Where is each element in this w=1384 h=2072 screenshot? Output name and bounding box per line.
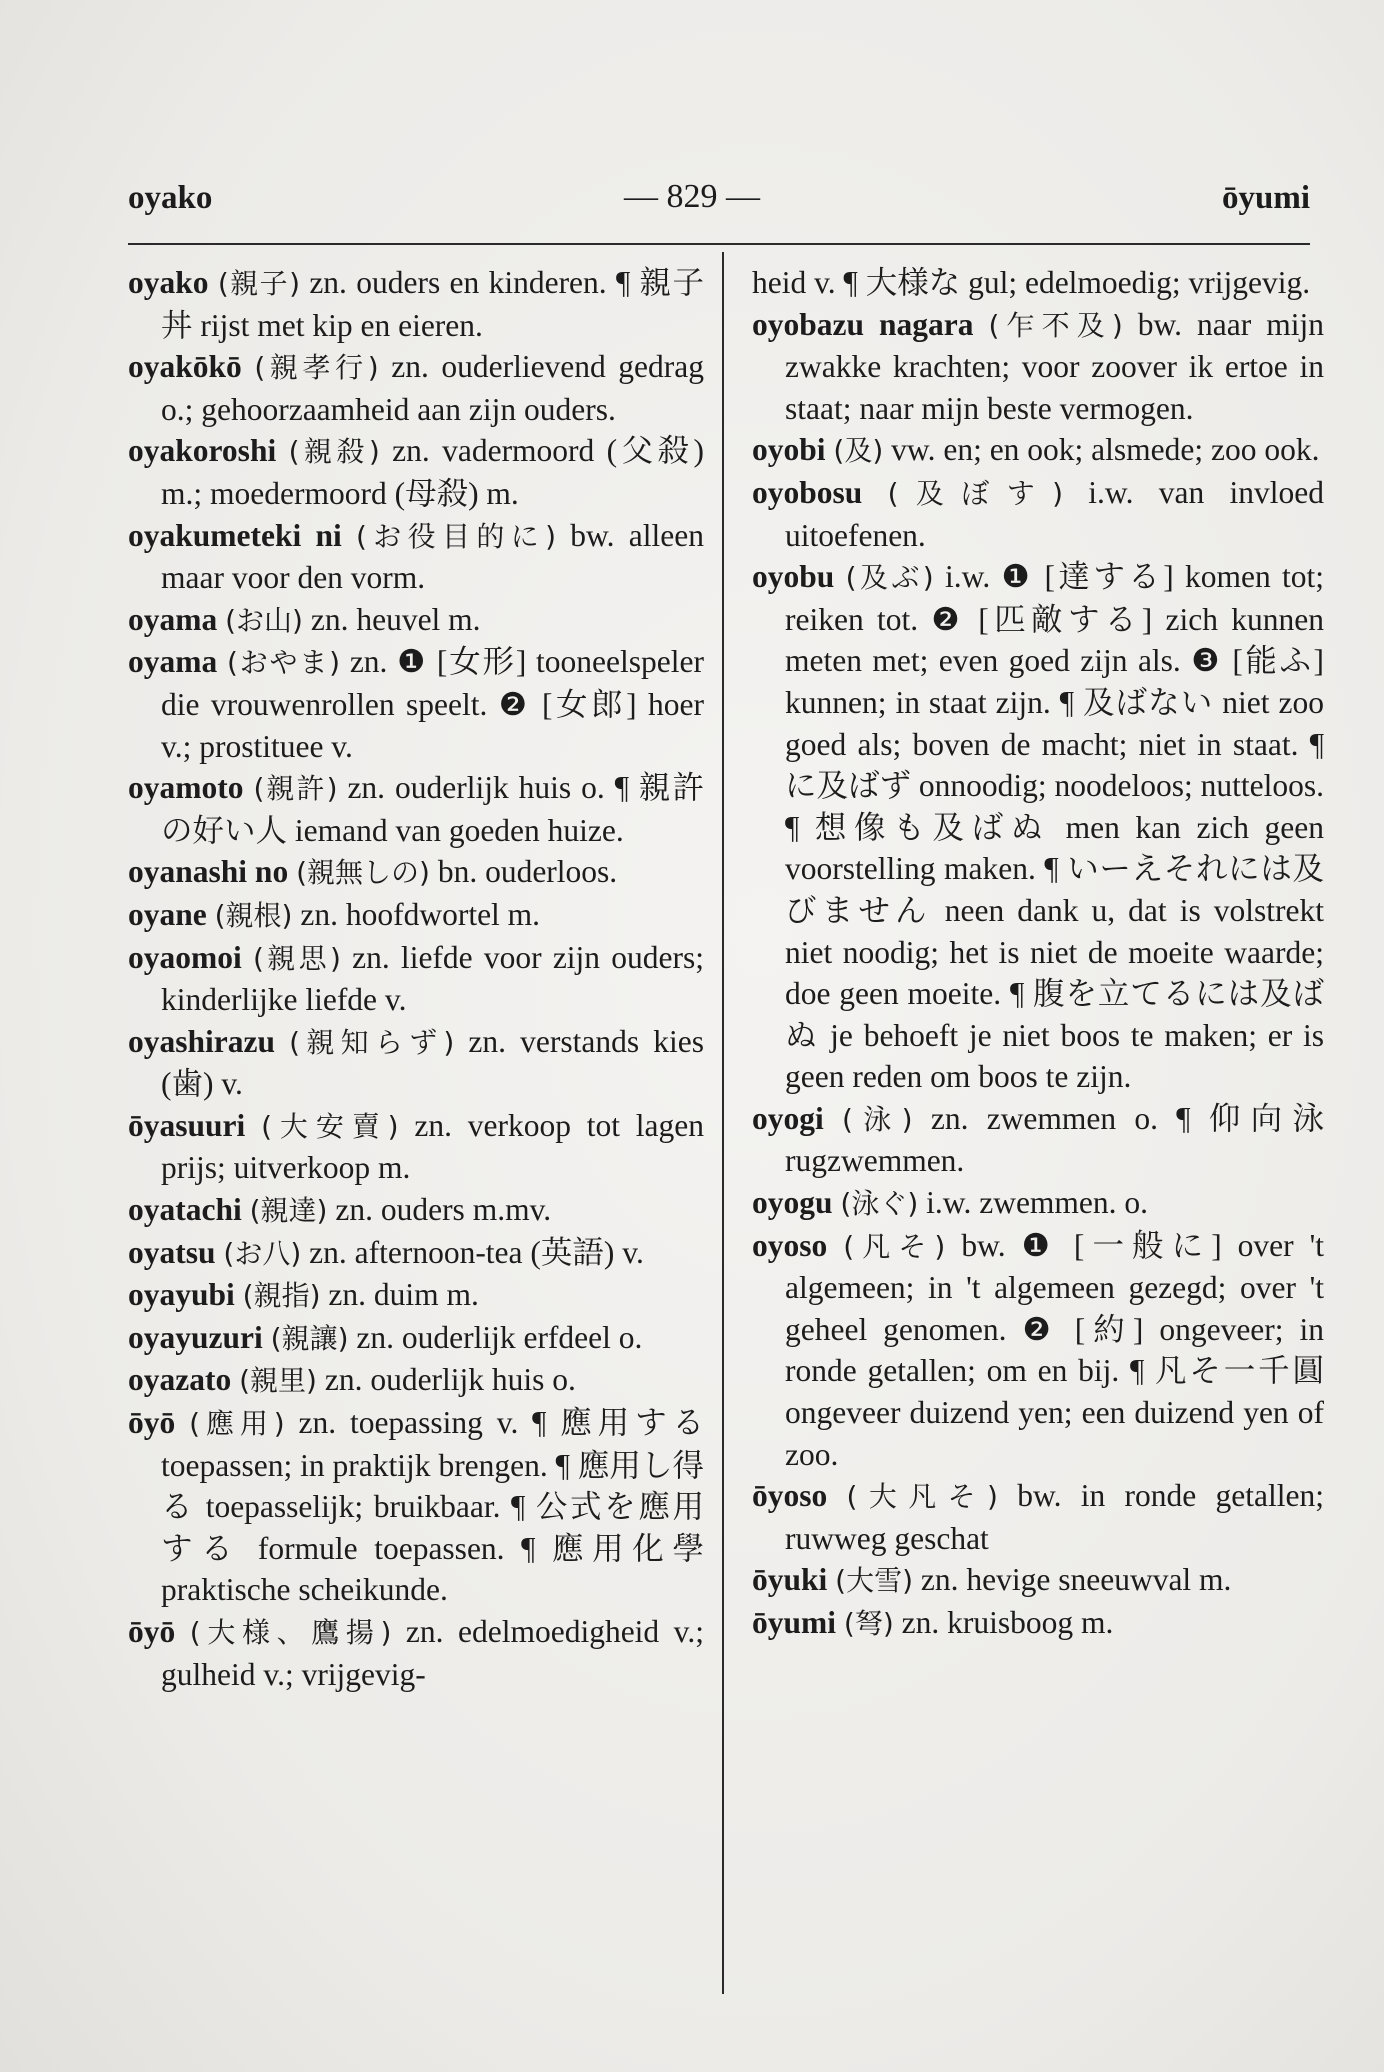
running-head-left: oyako — [128, 180, 213, 216]
definition: zn. ouderlijk huis o. ¶ 親許の好い人 iemand van goeden huize. — [161, 770, 704, 848]
dictionary-entry — [128, 346, 704, 430]
definition: i.w. zwemmen. o. — [926, 1185, 1149, 1221]
dictionary-entry — [128, 262, 704, 346]
dictionary-entry — [752, 1182, 1324, 1225]
header-rule — [128, 243, 1310, 245]
definition: zn. ❶ [女形] tooneelspeler die vrouwenrollen speelt. ❷ [女郎] hoer v.; prostituee v. — [161, 644, 704, 764]
headword-kanji: (親讓) — [270, 1321, 349, 1355]
definition: zn. verkoop tot lagen prijs; uitverkoop m. — [161, 1107, 705, 1186]
dictionary-entry — [752, 1475, 1324, 1559]
dictionary-entry — [128, 430, 704, 514]
headword-kanji: (及ぶ) — [845, 561, 934, 595]
headword-kanji: (親許) — [253, 772, 338, 806]
definition: zn. liefde voor zijn ouders; kinderlijke liefde v. — [161, 939, 705, 1018]
column-divider — [722, 252, 724, 1994]
headword-kanji: (親根) — [214, 898, 293, 932]
headword-kanji: (大雪) — [835, 1564, 914, 1598]
headword: oyama — [128, 644, 218, 680]
headword-kanji: (親里) — [239, 1364, 317, 1398]
headword: oyogu — [752, 1185, 833, 1221]
headword-kanji: (親孝行) — [254, 351, 379, 385]
headword-kanji: (親子) — [217, 267, 301, 300]
headword-kanji: (泳ぐ) — [840, 1187, 919, 1221]
headword: oyoso — [752, 1227, 828, 1263]
headword: ōyumi — [752, 1605, 837, 1640]
dictionary-entry — [128, 1359, 704, 1402]
headword-kanji: (親殺) — [288, 435, 380, 469]
definition: zn. toepassing v. ¶ 應用する toepassen; in praktijk brengen. ¶ 應用し得る toepasselijk; bruikbaar. ¶ 公式を應用する formule toepassen. ¶ 應用化學 praktische scheikunde. — [161, 1405, 704, 1608]
definition: zn. ouderlievend gedrag o.; gehoorzaamheid aan zijn ouders. — [161, 349, 705, 427]
dictionary-entry — [752, 472, 1324, 556]
dictionary-entry — [752, 262, 1324, 304]
headword: oyayubi — [128, 1277, 235, 1313]
definition: heid v. ¶ 大様な gul; edelmoedig; vrijgevig. — [752, 265, 1311, 300]
dictionary-entry — [128, 1611, 704, 1695]
dictionary-entry — [128, 1021, 704, 1105]
headword: oyobi — [752, 432, 826, 468]
headword-kanji: (大安賣) — [261, 1109, 399, 1143]
dictionary-entry — [128, 1232, 704, 1275]
dictionary-entry — [752, 304, 1324, 430]
headword-kanji: (及ぼす) — [887, 476, 1064, 510]
dictionary-entry — [128, 894, 704, 937]
headword: oyazato — [128, 1362, 232, 1398]
headword-kanji: (泳) — [842, 1102, 913, 1136]
dictionary-entry — [752, 1602, 1324, 1645]
headword: oyatsu — [128, 1234, 216, 1270]
definition: zn. kruisboog m. — [901, 1605, 1114, 1640]
definition: zn. hoofdwortel m. — [300, 896, 541, 932]
headword-kanji: (親思) — [252, 941, 341, 975]
headword: oyaomoi — [128, 939, 242, 975]
headword-kanji: (おやま) — [226, 646, 341, 680]
dictionary-entry — [128, 1105, 704, 1189]
headword-kanji: (親指) — [242, 1279, 321, 1313]
headword: oyako — [128, 265, 209, 300]
headword: oyobu — [752, 559, 835, 595]
headword: oyobazu nagara — [752, 306, 974, 342]
headword: ōyasuuri — [128, 1107, 246, 1143]
headword: ōyoso — [752, 1478, 828, 1514]
dictionary-entry — [752, 429, 1324, 472]
headword-kanji: (大様、鷹揚) — [189, 1616, 392, 1649]
headword: oyakoroshi — [128, 433, 277, 469]
dictionary-entry — [128, 1274, 704, 1317]
left-column — [128, 262, 704, 1695]
definition: zn. ouderlijk erfdeel o. — [356, 1319, 643, 1355]
dictionary-entry — [128, 937, 704, 1021]
headword-kanji: (應用) — [189, 1407, 285, 1441]
definition: zn. ouders en kinderen. ¶ 親子丼 rijst met kip en eieren. — [161, 265, 704, 343]
headword-kanji: (親無しの) — [296, 856, 430, 890]
headword-kanji: (乍不及) — [988, 308, 1123, 342]
dictionary-entry — [128, 851, 704, 894]
definition: bn. ouderloos. — [437, 854, 618, 890]
definition: bw. alleen maar voor den vorm. — [161, 517, 704, 596]
headword: ōyō — [128, 1614, 176, 1649]
headword-kanji: (及) — [833, 434, 884, 468]
dictionary-entry — [128, 767, 704, 851]
headword: oyakumeteki ni — [128, 517, 342, 553]
definition: zn. heuvel m. — [310, 601, 481, 637]
definition: bw. in ronde getallen; ruwweg geschat — [785, 1478, 1324, 1556]
right-column — [752, 262, 1324, 1645]
headword: oyayuzuri — [128, 1319, 263, 1355]
headword: oyanashi no — [128, 854, 289, 890]
definition: bw. naar mijn zwakke krachten; voor zoover ik ertoe in staat; naar mijn beste vermogen. — [785, 306, 1324, 426]
definition: zn. edelmoedigheid v.; gulheid v.; vrijgevig- — [161, 1614, 705, 1692]
dictionary-entry — [128, 1317, 704, 1360]
definition: zn. zwemmen o. ¶ 仰向泳 rugzwemmen. — [785, 1100, 1325, 1179]
headword: oyama — [128, 601, 218, 637]
headword: oyatachi — [128, 1192, 242, 1228]
headword: oyogi — [752, 1100, 824, 1136]
page-number: — 829 — — [624, 178, 760, 215]
dictionary-entry — [752, 1225, 1324, 1476]
dictionary-entry — [128, 1402, 704, 1611]
definition: i.w. ❶ [達する] komen tot; reiken tot. ❷ [匹敵する] zich kunnen meten met; even goed zijn als. ❸ [能ふ] kunnen; in staat zijn. ¶ 及ばない niet zoo goed als; boven de macht; niet in staat. ¶ に及ばず onnoodig; noodeloos; nutteloos. ¶ 想像も及ばぬ men kan zich geen voorstelling maken. ¶ いーえそれには及びません neen dank u, dat is volstrekt niet noodig; het is niet de moeite waarde; doe geen moeite. ¶ 腹を立てるには及ばぬ je behoeft je niet boos te maken; er is geen reden om boos te zijn. — [785, 559, 1325, 1095]
dictionary-entry — [128, 599, 704, 642]
definition: i.w. van invloed uitoefenen. — [785, 474, 1325, 553]
dictionary-entry — [128, 515, 704, 599]
definition: zn. ouders m.mv. — [335, 1192, 552, 1228]
headword: oyamoto — [128, 770, 244, 806]
definition: vw. en; en ook; alsmede; zoo ook. — [891, 432, 1320, 468]
dictionary-entry — [752, 556, 1324, 1098]
headword-kanji: (大凡そ) — [846, 1480, 998, 1514]
headword-kanji: (お八) — [223, 1236, 302, 1270]
headword: ōyō — [128, 1405, 176, 1441]
dictionary-entry — [128, 641, 704, 767]
running-head-right: ōyumi — [1221, 180, 1310, 216]
definition: zn. verstands kies (歯) v. — [161, 1023, 705, 1102]
dictionary-entry — [128, 1189, 704, 1232]
definition: zn. duim m. — [328, 1277, 479, 1313]
headword: oyobosu — [752, 474, 863, 510]
definition: zn. vadermoord (父殺) m.; moedermoord (母殺) m. — [161, 433, 705, 511]
headword: oyashirazu — [128, 1023, 276, 1059]
definition: zn. hevige sneeuwval m. — [920, 1562, 1232, 1598]
headword-kanji: (親知らず) — [289, 1025, 455, 1059]
headword: oyakōkō — [128, 349, 242, 385]
headword: oyane — [128, 896, 207, 932]
definition: zn. afternoon-tea (英語) v. — [309, 1234, 644, 1270]
dictionary-entry — [752, 1559, 1324, 1602]
headword-kanji: (お役目的に) — [356, 519, 556, 553]
headword-kanji: (凡そ) — [843, 1229, 946, 1263]
headword-kanji: (親達) — [249, 1194, 328, 1228]
headword: ōyuki — [752, 1562, 828, 1598]
headword-kanji: (弩) — [843, 1607, 894, 1640]
headword-kanji: (お山) — [225, 603, 303, 637]
definition: zn. ouderlijk huis o. — [324, 1362, 576, 1398]
definition: bw. ❶ [一般に] over 't algemeen; in 't algemeen gezegd; over 't geheel genomen. ❷ [約] ongeveer; in ronde getallen; om en bij. ¶ 凡そ一千圓 ongeveer duizend yen; een duizend yen of zoo. — [785, 1227, 1325, 1472]
dictionary-entry — [752, 1098, 1324, 1182]
